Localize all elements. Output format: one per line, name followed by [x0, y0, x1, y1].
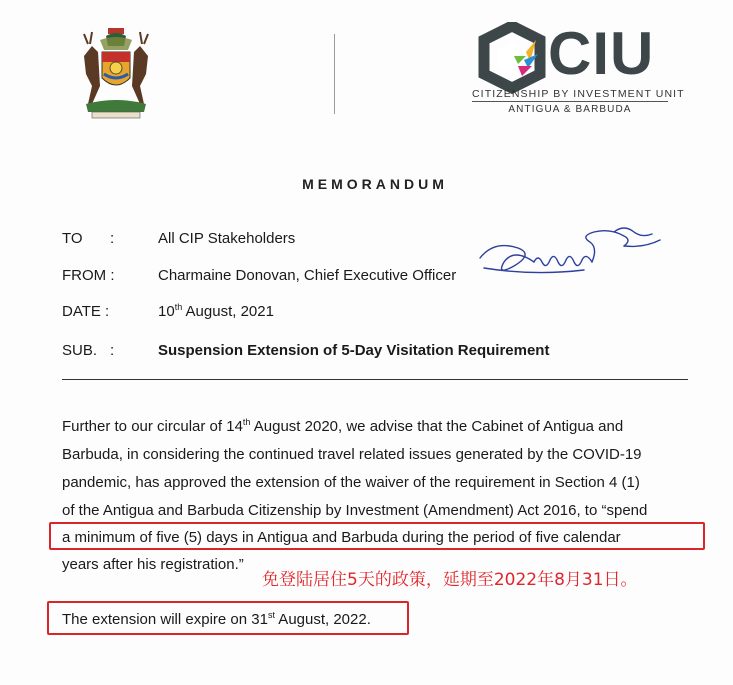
header-divider — [334, 34, 335, 114]
to-label: TO — [62, 230, 83, 247]
to-value: All CIP Stakeholders — [158, 230, 296, 247]
header-separator — [62, 379, 688, 380]
date-label: DATE : — [62, 303, 110, 320]
to-colon: : — [110, 230, 115, 247]
body-line-5: a minimum of five (5) days in Antigua and Barbuda during the period of five calendar — [62, 529, 621, 546]
date-value: 10th August, 2021 — [158, 302, 274, 320]
ciu-logo-country: ANTIGUA & BARBUDA — [508, 104, 632, 115]
body-line-6: years after his registration.” — [62, 556, 244, 573]
sub-colon: : — [110, 342, 115, 359]
body-line-1: Further to our circular of 14th August 2020, we advise that the Cabinet of Antigua and — [62, 417, 624, 435]
ciu-logo-word: CIU — [548, 20, 655, 87]
highlight-box-requirement — [49, 522, 705, 550]
memo-title: MEMORANDUM — [302, 176, 448, 192]
expiry-line: The extension will expire on 31st August, 2022. — [62, 610, 371, 628]
body-line-3: pandemic, has approved the extension of the waiver of the requirement in Section 4 (1) — [62, 474, 640, 491]
ciu-logo-rule — [472, 101, 668, 102]
subject-value: Suspension Extension of 5-Day Visitation Requirement — [158, 342, 550, 359]
chinese-annotation: 免登陆居住5天的政策，延期至2022年8月31日。 — [262, 570, 638, 590]
from-value: Charmaine Donovan, Chief Executive Officer — [158, 267, 457, 284]
ciu-logo-subtitle: CITIZENSHIP BY INVESTMENT UNIT — [472, 88, 685, 100]
body-line-4: of the Antigua and Barbuda Citizenship by Investment (Amendment) Act 2016, to “spend — [62, 502, 648, 519]
highlight-box-expiry — [47, 601, 409, 635]
from-label: FROM : — [62, 267, 115, 284]
coat-of-arms-icon — [78, 26, 154, 120]
sub-label: SUB. — [62, 342, 98, 359]
body-line-2: Barbuda, in considering the continued travel related issues generated by the COVID-19 — [62, 446, 642, 463]
signature-icon — [474, 218, 664, 282]
